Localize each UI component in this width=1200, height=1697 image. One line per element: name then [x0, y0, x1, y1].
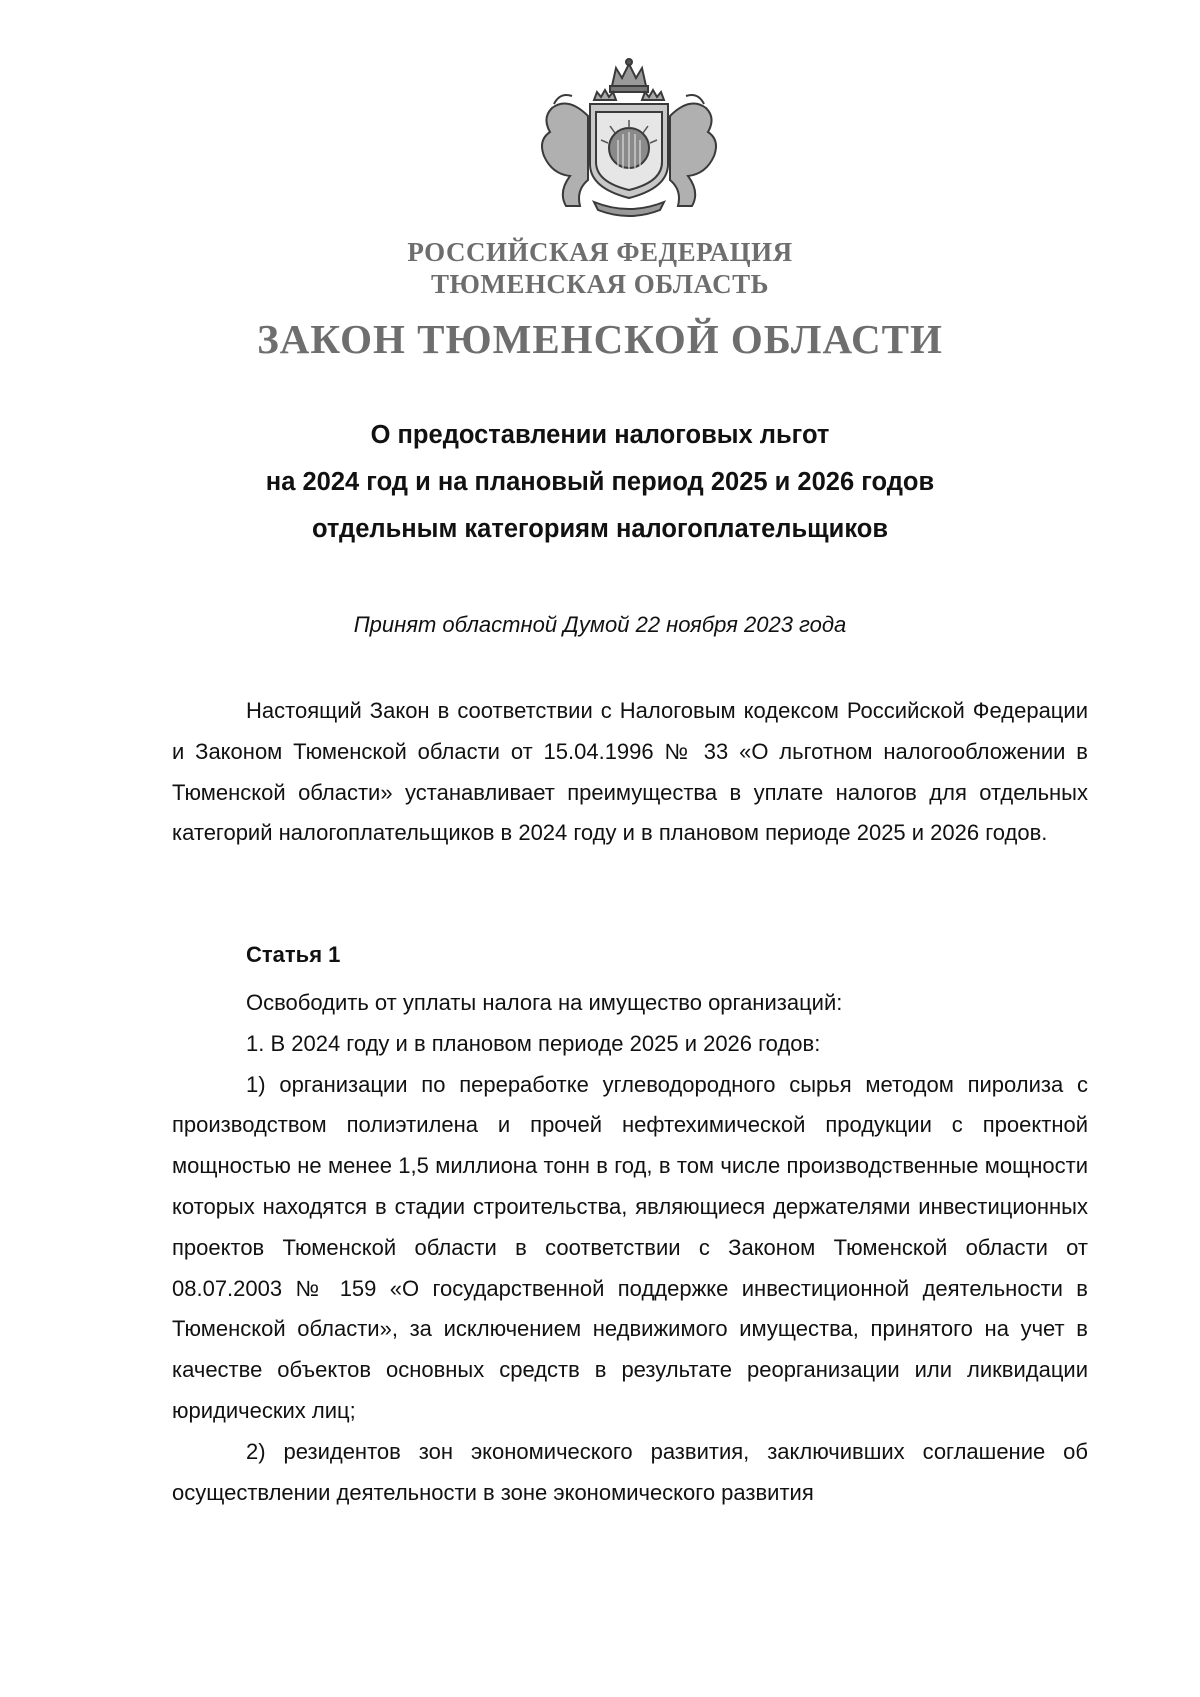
tyumen-coat-of-arms-icon [530, 56, 728, 218]
article-paragraph: 1. В 2024 году и в плановом периоде 2025 и 2026 годов: [246, 1030, 821, 1056]
region-name: ТЮМЕНСКАЯ ОБЛАСТЬ [430, 269, 770, 299]
article-heading: Статья 1 [246, 942, 341, 967]
article-paragraph: 1) организации по переработке углеводородного сырья методом пиролиза с производством полиэтилена и прочей нефтехимической продукции с проектной мощностью не менее 1,5 миллиона тонн в год, в том числе производственные мощности которых находятся в стадии строительства, являющиеся держателями инвестиционных проектов Тюменской области в соответствии с Законом Тюменской области от 08.07.2003 № 159 «О государственной поддержке инвестиционной деятельности в Тюменской области», за исключением недвижимого имущества, принятого на учет в качестве объектов основных средств в результате реорганизации или ликвидации юридических лиц; [172, 1071, 1088, 1423]
law-title-line: О предоставлении налоговых льгот [370, 421, 830, 449]
law-title-line: отдельным категориям налогоплательщиков [311, 515, 889, 543]
preamble [172, 691, 1088, 854]
article-paragraph: Освободить от уплаты налога на имущество организаций: [246, 990, 843, 1015]
article-body [172, 983, 1088, 1513]
law-title [0, 412, 1200, 553]
preamble-paragraph: Настоящий Закон в соответствии с Налоговым кодексом Российской Федерации и Законом Тюменской области от 15.04.1996 № 33 «О льготном налогообложении в Тюменской области» устанавливает преимущества в уплате налогов для отдельных категорий налогоплательщиков в 2024 году и в плановом периоде 2025 и 2026 годов. [172, 698, 1088, 846]
law-title-line: на 2024 год и на плановый период 2025 и 2026 годов [265, 468, 935, 496]
adoption-note: Принят областной Думой 22 ноября 2023 года [353, 612, 847, 637]
law-heading: ЗАКОН ТЮМЕНСКОЙ ОБЛАСТИ [257, 316, 943, 362]
country-name: РОССИЙСКАЯ ФЕДЕРАЦИЯ [407, 237, 793, 267]
article-paragraph: 2) резидентов зон экономического развития, заключивших соглашение об осуществлении деятельности в зоне экономического развития [172, 1438, 1088, 1505]
